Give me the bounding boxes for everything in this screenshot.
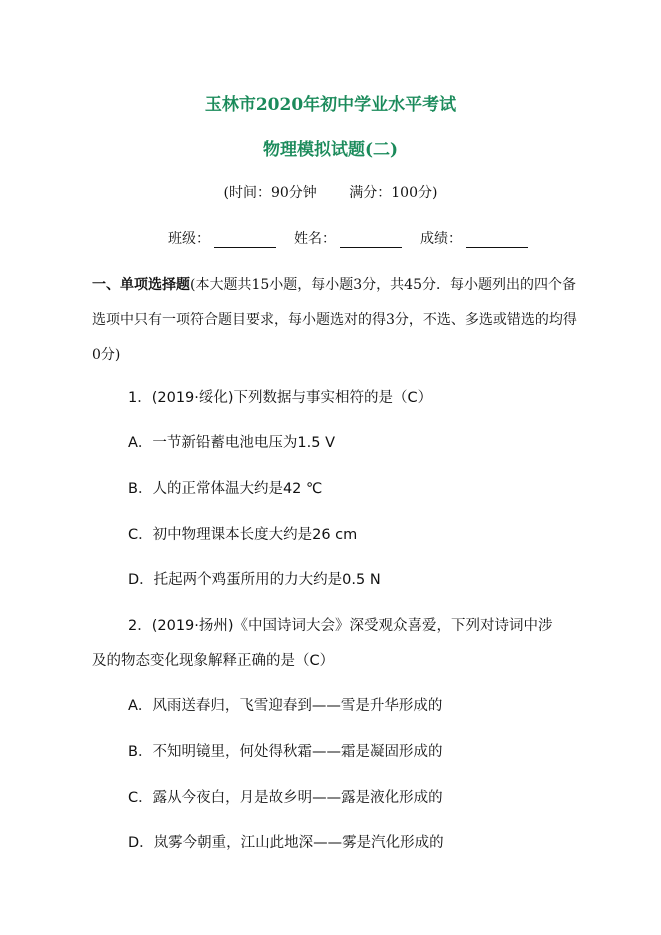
question-2-option-a: A．风雨送春归，飞雪迎春到——雪是升华形成的 bbox=[128, 698, 443, 714]
grade-blank[interactable] bbox=[466, 233, 528, 248]
question-2-stem-line2: 及的物态变化现象解释正确的是（C） bbox=[92, 653, 335, 669]
question-1-option-a: A．一节新铅蓄电池电压为1.5 V bbox=[128, 435, 336, 451]
question-2-stem-line1: 2．(2019·扬州)《中国诗词大会》深受观众喜爱，下列对诗词中涉 bbox=[128, 618, 553, 634]
class-field bbox=[168, 228, 276, 248]
question-2-option-d: D．岚雾今朝重，江山此地深——雾是汽化形成的 bbox=[128, 835, 444, 851]
time-limit: (时间：90分钟 bbox=[223, 185, 317, 201]
question-2-option-c: C．露从今夜白，月是故乡明——露是液化形成的 bbox=[128, 790, 443, 806]
name-label: 姓名： bbox=[294, 231, 336, 247]
student-info bbox=[168, 228, 528, 248]
exam-meta bbox=[0, 182, 661, 202]
class-blank[interactable] bbox=[214, 233, 276, 248]
section-instructions bbox=[92, 268, 582, 373]
question-1-option-d: D．托起两个鸡蛋所用的力大约是0.5 N bbox=[128, 572, 381, 588]
grade-field bbox=[420, 228, 528, 248]
exam-title: 玉林市2020年初中学业水平考试 bbox=[204, 95, 457, 115]
section-intro: (本大题共15小题，每小题3分，共45分．每小题列出的四个备选项中只有一项符合题目要求，每小题选对的得3分，不选、多选或错选的均得0分) bbox=[92, 277, 577, 363]
question-1-stem: 1．(2019·绥化)下列数据与事实相符的是（C） bbox=[128, 390, 433, 406]
question-1-option-c: C．初中物理课本长度大约是26 cm bbox=[128, 527, 358, 543]
exam-subtitle: 物理模拟试题(二) bbox=[262, 140, 399, 160]
class-label: 班级： bbox=[168, 231, 210, 247]
name-blank[interactable] bbox=[340, 233, 402, 248]
question-2-option-b: B．不知明镜里，何处得秋霜——霜是凝固形成的 bbox=[128, 744, 443, 760]
total-score: 满分：100分) bbox=[349, 185, 438, 201]
question-1-option-b: B．人的正常体温大约是42 ℃ bbox=[128, 481, 323, 497]
section-heading: 一、单项选择题 bbox=[92, 277, 190, 293]
grade-label: 成绩： bbox=[420, 231, 462, 247]
name-field bbox=[294, 228, 402, 248]
